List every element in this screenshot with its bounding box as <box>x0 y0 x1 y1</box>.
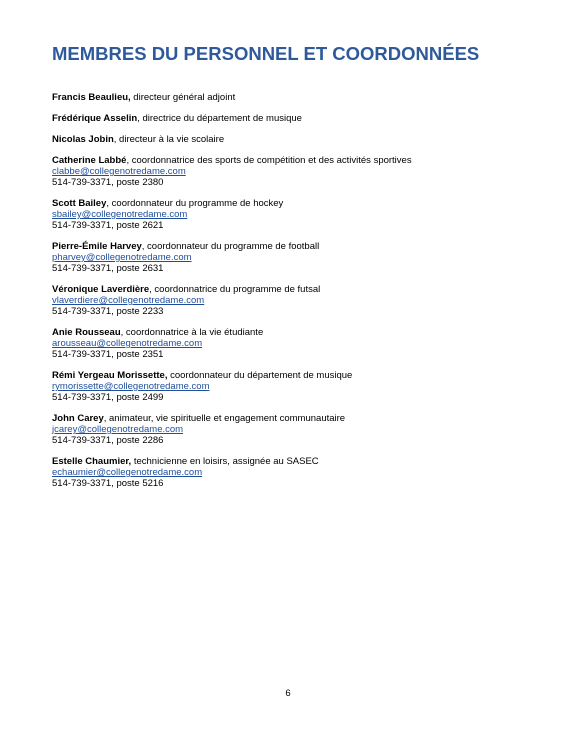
staff-phone: 514-739-3371, poste 2351 <box>52 349 164 360</box>
staff-entry <box>52 456 532 489</box>
staff-heading <box>52 284 532 295</box>
staff-role: , coordonnatrice à la vie étudiante <box>120 327 264 338</box>
staff-entry <box>52 327 532 360</box>
staff-heading <box>52 413 532 424</box>
staff-entry <box>52 413 532 446</box>
staff-heading <box>52 327 532 338</box>
staff-entry <box>52 92 532 103</box>
staff-heading <box>52 92 532 103</box>
staff-name: Estelle Chaumier, <box>52 456 132 467</box>
staff-heading <box>52 241 532 252</box>
staff-email-link[interactable]: sbailey@collegenotredame.com <box>52 209 188 220</box>
staff-phone: 514-739-3371, poste 5216 <box>52 478 164 489</box>
staff-phone: 514-739-3371, poste 2233 <box>52 306 164 317</box>
staff-name: John Carey <box>52 413 104 424</box>
staff-name: Francis Beaulieu, <box>52 92 131 103</box>
staff-heading <box>52 134 532 145</box>
staff-email-link[interactable]: clabbe@collegenotredame.com <box>52 166 186 177</box>
staff-name: Rémi Yergeau Morissette, <box>52 370 168 381</box>
staff-role: , directeur à la vie scolaire <box>113 134 225 145</box>
staff-role: , animateur, vie spirituelle et engagement communautaire <box>103 413 346 424</box>
staff-entry <box>52 155 532 188</box>
staff-name: Véronique Laverdière <box>52 284 150 295</box>
staff-phone: 514-739-3371, poste 2621 <box>52 220 164 231</box>
staff-phone: 514-739-3371, poste 2380 <box>52 177 164 188</box>
staff-heading <box>52 155 532 166</box>
page-title: MEMBRES DU PERSONNEL ET COORDONNÉES <box>52 43 480 64</box>
staff-role: coordonnateur du département de musique <box>167 370 353 381</box>
staff-phone: 514-739-3371, poste 2631 <box>52 263 164 274</box>
staff-name: Pierre-Émile Harvey <box>52 241 142 252</box>
staff-name: Frédérique Asselin <box>52 113 138 124</box>
staff-name: Anie Rousseau <box>52 327 121 338</box>
staff-email-link[interactable]: jcarey@collegenotredame.com <box>52 424 184 435</box>
staff-heading <box>52 113 532 124</box>
staff-email-link[interactable]: vlaverdiere@collegenotredame.com <box>52 295 205 306</box>
page-number: 6 <box>285 688 291 699</box>
staff-name: Nicolas Jobin <box>52 134 114 145</box>
staff-entry <box>52 370 532 403</box>
staff-role: , coordonnateur du programme de hockey <box>106 198 284 209</box>
staff-entry <box>52 241 532 274</box>
staff-entry <box>52 198 532 231</box>
staff-email-link[interactable]: rymorissette@collegenotredame.com <box>52 381 210 392</box>
staff-email-link[interactable]: pharvey@collegenotredame.com <box>52 252 192 263</box>
staff-entry <box>52 284 532 317</box>
staff-name: Scott Bailey <box>52 198 107 209</box>
staff-heading <box>52 198 532 209</box>
staff-heading <box>52 370 532 381</box>
staff-email-link[interactable]: echaumier@collegenotredame.com <box>52 467 203 478</box>
staff-email-link[interactable]: arousseau@collegenotredame.com <box>52 338 203 349</box>
staff-entry <box>52 134 532 145</box>
staff-phone: 514-739-3371, poste 2499 <box>52 392 164 403</box>
staff-heading <box>52 456 532 467</box>
staff-role: , directrice du département de musique <box>137 113 302 124</box>
staff-role: , coordonnatrice des sports de compétition et des activités sportives <box>126 155 412 166</box>
staff-list <box>52 92 532 499</box>
staff-role: , coordonnateur du programme de football <box>141 241 320 252</box>
staff-role: technicienne en loisirs, assignée au SASEC <box>131 456 319 467</box>
staff-role: directeur général adjoint <box>130 92 236 103</box>
staff-name: Catherine Labbé <box>52 155 127 166</box>
staff-entry <box>52 113 532 124</box>
staff-phone: 514-739-3371, poste 2286 <box>52 435 164 446</box>
staff-role: , coordonnatrice du programme de futsal <box>149 284 321 295</box>
